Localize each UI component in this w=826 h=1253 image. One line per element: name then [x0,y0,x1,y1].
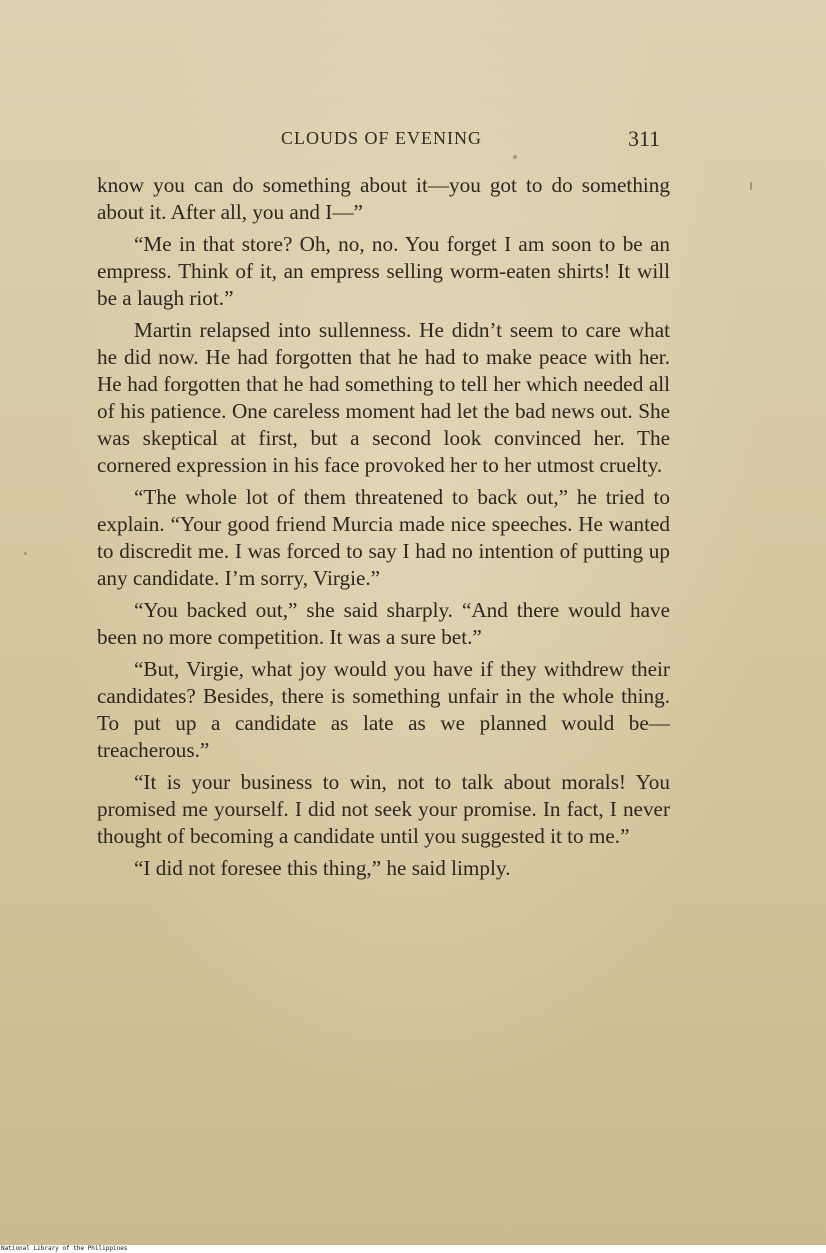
paragraph: “You backed out,” she said sharply. “And there would have been no more competition. It was a sure bet.” [97,598,670,649]
paragraph: “The whole lot of them threatened to back out,” he tried to explain. “Your good friend Murcia made nice speeches. He wanted to discredit me. I was forced to say I had no intention of putting up any candidate. I’m sorry, Virgie.” [97,485,670,590]
running-title: CLOUDS OF EVENING [281,128,482,148]
body-text [97,172,670,887]
paragraph-continuation: know you can do something about it—you got to do something about it. After all, you and I—” [97,173,670,224]
footer-credit: National Library of the Philippines [1,1245,128,1252]
paragraph: “Me in that store? Oh, no, no. You forget I am soon to be an empress. Think of it, an empress selling worm-eaten shirts! It will be a laugh riot.” [97,232,670,310]
paragraph: Martin relapsed into sullenness. He didn’t seem to care what he did now. He had forgotten that he had to make peace with her. He had forgotten that he had something to tell her which needed all of his patience. One careless moment had let the bad news out. She was skeptical at first, but a second look convinced her. The cornered expression in his face provoked her to her utmost cruelty. [97,318,670,477]
paragraph: “It is your business to win, not to talk about morals! You promised me yourself. I did not seek your promise. In fact, I never thought of becoming a candidate until you suggested it to me.” [97,770,670,848]
paper-speck [513,155,517,159]
paragraph: “But, Virgie, what joy would you have if they withdrew their candidates? Besides, there is something unfair in the whole thing. To put up a candidate as late as we planned would be—treacherous.” [97,657,670,762]
paper-speck [750,182,752,190]
paper-speck [24,552,27,555]
page-number: 311 [628,126,661,151]
running-head [0,128,826,152]
paragraph: “I did not foresee this thing,” he said limply. [134,856,511,880]
